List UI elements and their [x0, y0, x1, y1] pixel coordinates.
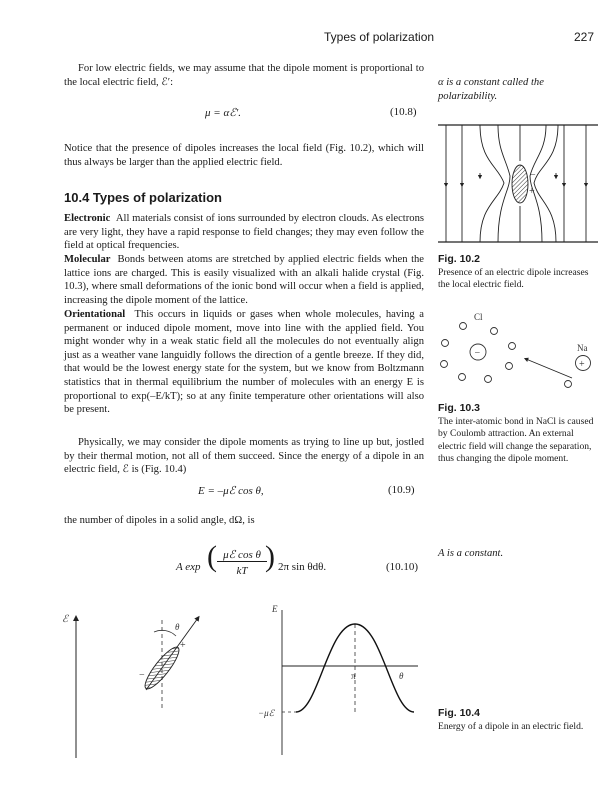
molecular-term: Molecular: [64, 254, 111, 265]
fig-10-3-title: Fig. 10.3: [438, 402, 481, 414]
fig104-plus: +: [180, 640, 186, 651]
equation-number-10-8: (10.8): [390, 106, 417, 118]
pi-label: π: [351, 671, 356, 681]
field-label: ℰ: [62, 614, 69, 625]
electronic-paragraph: [64, 212, 424, 253]
fig104-theta: θ: [175, 622, 180, 632]
electronic-text: All materials consist of ions surrounded by electron clouds. As electrons are very light, they have a rapid response to field changes; they may even follow the field at optical frequencies.: [64, 213, 424, 252]
na-ion-sign: +: [579, 359, 585, 370]
equation-10-10-suffix: 2π sin θdθ.: [278, 561, 327, 573]
fig-10-2-title: Fig. 10.2: [438, 253, 481, 265]
section-heading: 10.4 Types of polarization: [64, 190, 222, 205]
page-number: 227: [574, 30, 595, 44]
left-paren: (: [207, 540, 217, 573]
fig-10-2-caption: Presence of an electric dipole increases the local electric field.: [438, 267, 589, 291]
equation-10-10-numerator: μℰ cos θ: [217, 548, 267, 562]
physically-paragraph: Physically, we may consider the dipole moments as trying to line up but, jostled by their thermal motion, not all of them succeed. Since the energy of a dipole in an electric field, ℰ is (Fig. 10.4): [64, 437, 424, 476]
margin-note-a: A is a constant.: [438, 548, 504, 559]
min-label: −μℰ: [258, 708, 275, 718]
electronic-term: Electronic: [64, 213, 111, 224]
right-paren: ): [265, 540, 275, 573]
intro-note: Notice that the presence of dipoles increases the local field (Fig. 10.2), which will thus always be larger than the applied electric field.: [64, 143, 424, 168]
fig-10-3-caption: The inter-atomic bond in NaCl is caused by Coulomb attraction. An external electric field will change the separation, thus changing the dipole moment.: [438, 416, 594, 465]
cl-ion-sign: −: [474, 348, 481, 359]
equation-10-10-prefix: A exp: [176, 561, 201, 573]
solid-angle-text: the number of dipoles in a solid angle, dΩ, is: [64, 515, 255, 526]
na-label: Na: [577, 343, 588, 353]
bond-arrow: [526, 359, 572, 378]
theta-axis-label: θ: [399, 671, 404, 681]
orientational-text: This occurs in liquids or gases when whole molecules, having a permanent or induced dipole moment, move into line with the applied field. You might wonder why in a weak static field all the molecules do not eventually align just as a weather vane languidly follows the direction of a gentle breeze. If they did, that would be the lowest energy state for the system, but we know from Boltzmann statistics that in thermal equilibrium the number of molecules with an energy E is proportional to exp(–E/kT); so at any finite temperature other orientations will also be present.: [64, 309, 424, 416]
fig-10-2-diagram: [438, 121, 598, 246]
running-title: Types of polarization: [324, 30, 435, 44]
molecular-text: Bonds between atoms are stretched by applied electric fields when the lattice ions are charged. This is easily visualized with an alkali halide crystal (Fig. 10.3), where small deformations of the ionic bond will occur when a field is applied, increasing the dipole moment of the lattice.: [64, 254, 425, 306]
margin-note-alpha: α is a constant called the polarizability.: [438, 77, 544, 102]
equation-number-10-9: (10.9): [388, 484, 415, 496]
theta-arc: [154, 630, 176, 636]
orientational-term: Orientational: [64, 309, 126, 320]
fig104-minus: −: [139, 670, 145, 681]
molecular-paragraph: [64, 253, 424, 307]
intro-paragraph: For low electric fields, we may assume that the dipole moment is proportional to the local electric field, ℰ′:: [64, 63, 424, 88]
fig102-minus: −: [530, 170, 536, 181]
fig-10-4-caption: Energy of a dipole in an electric field.: [438, 721, 584, 732]
equation-10-9: E = –μℰ cos θ,: [198, 485, 264, 497]
na-electron: [565, 381, 572, 388]
equation-number-10-10: (10.10): [386, 561, 419, 573]
dipole-ellipse: [512, 165, 528, 203]
fig-10-4-dipole: [118, 610, 228, 720]
equation-10-10-denominator: kT: [236, 565, 248, 577]
fig-10-4-field-arrow: [60, 610, 90, 760]
cl-label: Cl: [474, 312, 483, 322]
energy-axis-label: E: [272, 604, 278, 614]
fig-10-3-diagram: [438, 308, 598, 398]
fig-10-4-title: Fig. 10.4: [438, 707, 481, 719]
fig-10-4-energy-chart: [248, 600, 423, 760]
orientational-paragraph: [64, 308, 424, 417]
fig102-plus: +: [529, 186, 535, 197]
equation-10-8: μ = αℰ′.: [205, 107, 242, 119]
